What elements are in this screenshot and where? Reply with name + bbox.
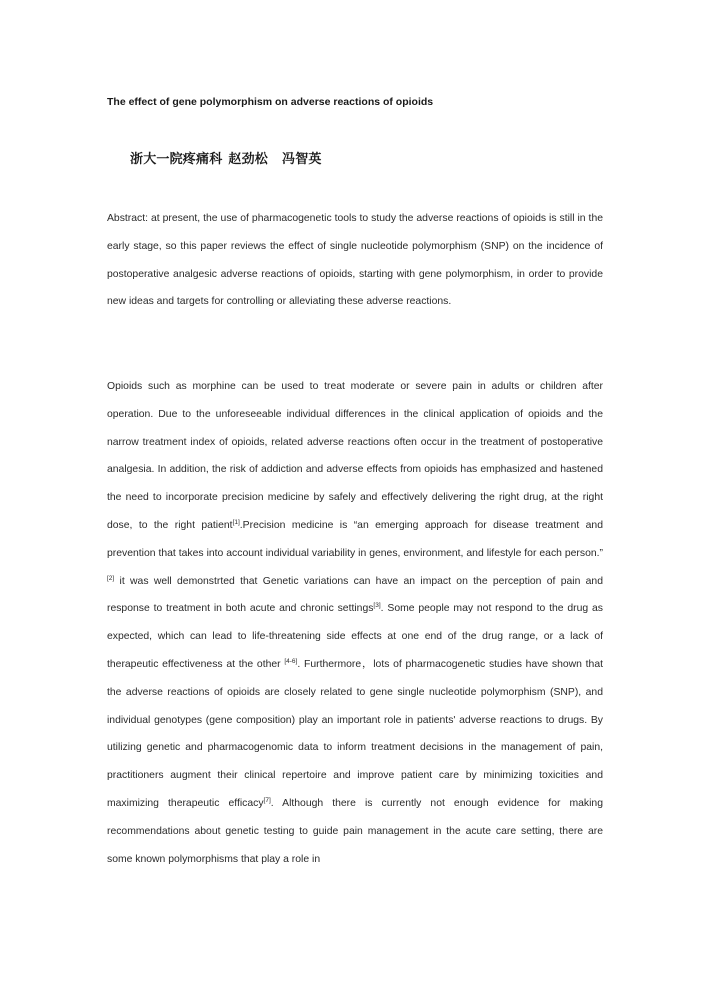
body-text: . Furthermore，lots of pharmacogenetic studies have shown that the adverse reactions of opioids are closely related to gene single nucleotide polymorphism (SNP), and individual genotypes (gene composition) play an important role in patients' adverse reactions to drugs. By utilizing genetic and pharmacogenomic data to inform treatment decisions in the management of pain, practitioners augment their clinical repertoire and improve patient care by minimizing toxicities and maximizing therapeutic efficacy [107,658,603,809]
author-line [130,150,322,168]
author-name: 冯智英 [282,151,322,166]
abstract-paragraph: Abstract: at present, the use of pharmacogenetic tools to study the adverse reactions of opioids is still in the early stage, so this paper reviews the effect of single nucleotide polymorphism (SNP) on the incidence of postoperative analgesic adverse reactions of opioids, starting with gene polymorphism, in order to provide new ideas and targets for controlling or alleviating these adverse reactions. [107,213,603,308]
citation: [7] [263,796,271,804]
body-text: . Although there is currently not enough evidence for making recommendations about genetic testing to guide pain management in the acute care setting, there are some known polymorphisms that play a role in [107,797,603,865]
body-text: .Precision medicine is “an emerging approach for disease treatment and prevention that takes into account individual variability in genes, environment, and lifestyle for each person.” [107,519,603,559]
citation: [1] [232,518,240,526]
body-text: . Some people may not respond to the drug as expected, which can lead to life-threatening side effects at one end of the drug range, or a lack of therapeutic effectiveness at the other [107,603,603,670]
citation: [4-6] [284,657,298,665]
body-text: it was well demonstrted that Genetic variations can have an impact on the perception of pain and response to treatment in both acute and chronic settings [107,575,603,615]
paper-title: The effect of gene polymorphism on adverse reactions of opioids [107,96,434,108]
department-name: 浙大一院疼痛科 [130,151,223,166]
citation: [2] [107,574,115,582]
author-name: 赵劲松 [228,151,269,166]
body-paragraph [107,373,603,873]
citation: [3] [373,602,381,610]
body-text: Opioids such as morphine can be used to treat moderate or severe pain in adults or children after operation. Due to the unforeseeable individual differences in the clinical application of opioids and the narrow treatment index of opioids, related adverse reactions often occur in the treatment of postoperative analgesia. In addition, the risk of addiction and adverse effects from opioids has emphasized and hastened the need to incorporate precision medicine by safely and effectively delivering the right drug, at the right dose, to the right patient [107,381,603,531]
